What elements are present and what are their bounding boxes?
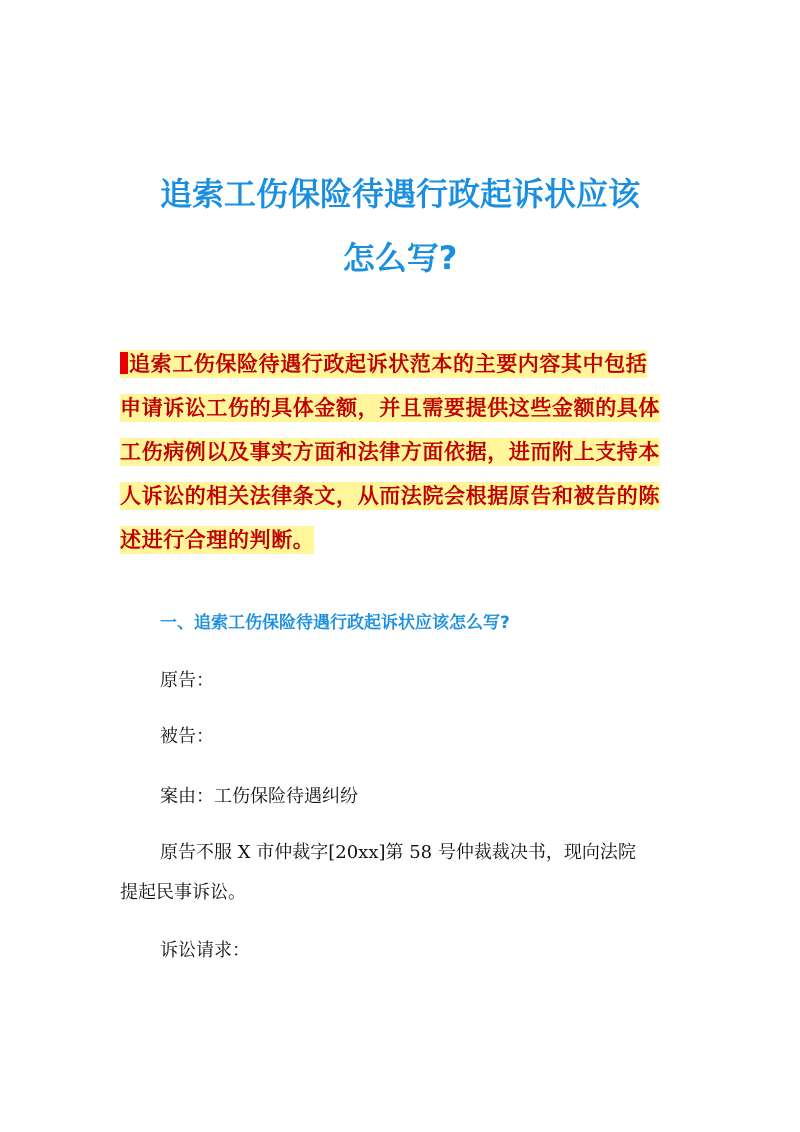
summary-line	[120, 432, 685, 476]
summary-line-text: 人诉讼的相关法律条文，从而法院会根据原告和被告的陈	[120, 484, 660, 508]
document-title-line-1: 追索工伤保险待遇行政起诉状应该	[159, 175, 640, 213]
summary-line	[120, 476, 685, 520]
summary-line	[120, 520, 685, 564]
document-title-line-2: 怎么写?	[342, 239, 458, 277]
summary-block	[120, 344, 685, 564]
bookmark-marker-icon	[120, 352, 128, 374]
summary-line-text: 申请诉讼工伤的具体金额，并且需要提供这些金额的具体	[120, 396, 660, 420]
summary-line	[120, 388, 685, 432]
section-heading: 一、追索工伤保险待遇行政起诉状应该怎么写?	[160, 613, 510, 633]
claims-label: 诉讼请求：	[160, 940, 250, 961]
defendant-label: 被告：	[160, 726, 214, 747]
case-cause: 案由：工伤保险待遇纠纷	[160, 786, 358, 807]
plaintiff-label: 原告：	[160, 670, 214, 691]
summary-line	[120, 344, 685, 388]
paragraph-line-1: 原告不服 X 市仲裁字[20xx]第 58 号仲裁裁决书，现向法院	[160, 842, 636, 863]
summary-line-text: 工伤病例以及事实方面和法律方面依据，进而附上支持本	[120, 440, 660, 464]
summary-line-text: 追索工伤保险待遇行政起诉状范本的主要内容其中包括	[129, 352, 648, 376]
paragraph-line-2: 提起民事诉讼。	[120, 882, 246, 903]
summary-line-text: 述进行合理的判断。	[120, 528, 315, 552]
